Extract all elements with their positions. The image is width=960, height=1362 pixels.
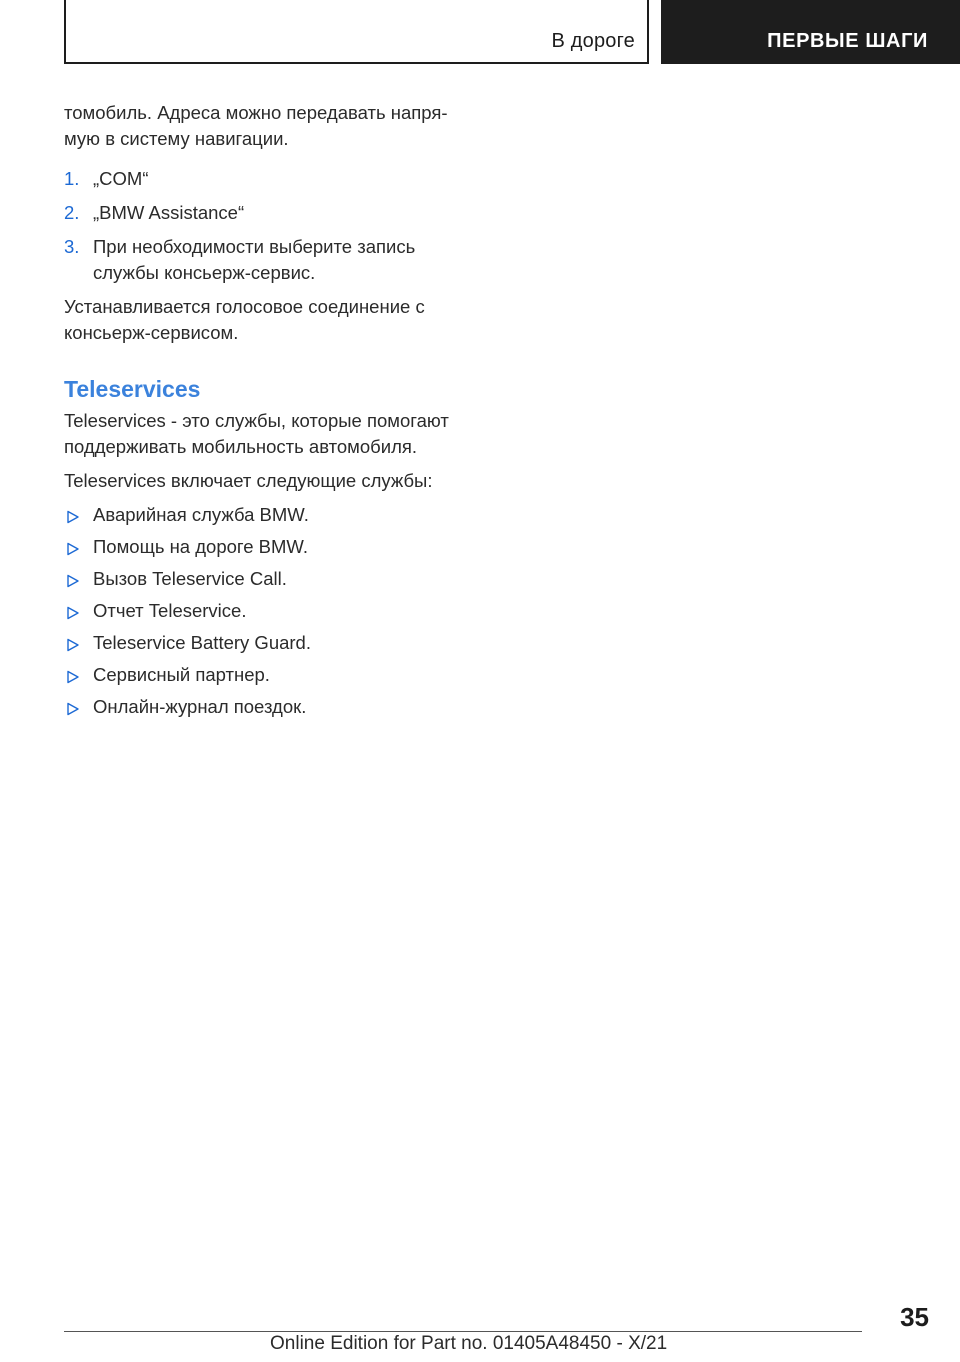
triangle-bullet-icon	[64, 566, 93, 592]
intro-line-2: мую в систему навигации.	[64, 128, 289, 149]
header-section-box	[64, 0, 649, 64]
list-item	[64, 630, 474, 656]
header-chapter-label: ПЕРВЫЕ ШАГИ	[767, 30, 928, 52]
list-item-text: Сервисный партнер.	[93, 664, 270, 685]
list-item-text: Отчет Teleservice.	[93, 600, 247, 621]
steps-list	[64, 166, 474, 286]
list-item-text: Teleservice Battery Guard.	[93, 632, 311, 653]
list-item-text: Онлайн-журнал поездок.	[93, 696, 307, 717]
step-number: 2.	[64, 202, 80, 223]
step-text: При необходимости выберите запись службы консьерж-сервис.	[93, 236, 416, 283]
list-item	[64, 694, 474, 720]
triangle-bullet-icon	[64, 630, 93, 656]
triangle-bullet-icon	[64, 598, 93, 624]
teleservices-list	[64, 502, 474, 720]
content-column	[64, 100, 474, 726]
step-text: „COM“	[93, 168, 149, 189]
step-item	[64, 166, 474, 192]
list-item	[64, 662, 474, 688]
triangle-bullet-icon	[64, 662, 93, 688]
teleservices-includes: Teleservices включает следующие службы:	[64, 470, 433, 491]
list-item-text: Помощь на дороге BMW.	[93, 536, 308, 557]
footer-divider	[64, 1331, 862, 1332]
triangle-bullet-icon	[64, 502, 93, 528]
list-item	[64, 598, 474, 624]
step-text: „BMW Assistance“	[93, 202, 245, 223]
step-item	[64, 200, 474, 226]
list-item-text: Аварийная служба BMW.	[93, 504, 309, 525]
header-section-label: В дороге	[551, 30, 635, 52]
triangle-bullet-icon	[64, 694, 93, 720]
list-item	[64, 534, 474, 560]
step-item	[64, 234, 474, 286]
teleservices-heading: Teleservices	[64, 376, 201, 402]
intro-paragraph	[64, 100, 474, 152]
step-number: 1.	[64, 168, 80, 189]
header-chapter-box	[661, 0, 960, 64]
teleservices-description: Teleservices - это службы, которые помогают поддерживать мобильность автомобиля.	[64, 410, 449, 457]
list-item-text: Вызов Teleservice Call.	[93, 568, 287, 589]
intro-line-1: томобиль. Адреса можно передавать напря‐	[64, 102, 448, 123]
footer-edition-text: Online Edition for Part no. 01405A48450 - X/21	[270, 1333, 668, 1354]
triangle-bullet-icon	[64, 534, 93, 560]
list-item	[64, 566, 474, 592]
step-number: 3.	[64, 236, 80, 257]
list-item	[64, 502, 474, 528]
connection-paragraph: Устанавливается голосовое соединение с консьерж-сервисом.	[64, 296, 425, 343]
page-number: 35	[900, 1302, 929, 1332]
